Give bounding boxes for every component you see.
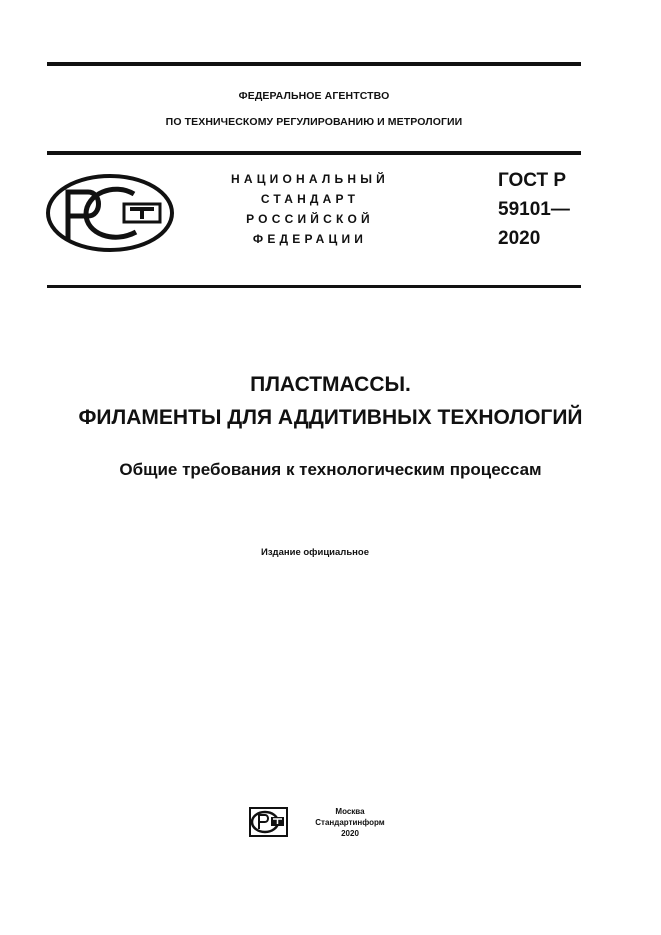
publisher-logo-icon: [249, 807, 288, 837]
designation-line-2: 59101—: [498, 199, 570, 220]
edition-note: Издание официальное: [261, 547, 369, 558]
designation-line-1: ГОСТ Р: [498, 170, 567, 191]
title-line-1: ПЛАСТМАССЫ.: [250, 373, 411, 396]
header-rule: [47, 151, 581, 155]
rst-logo-icon: [44, 172, 176, 254]
designation-rule: [47, 285, 581, 288]
agency-line-1: ФЕДЕРАЛЬНОЕ АГЕНТСТВО: [238, 90, 390, 102]
publisher-city: Москва: [335, 807, 365, 816]
title-line-2: ФИЛАМЕНТЫ ДЛЯ АДДИТИВНЫХ ТЕХНОЛОГИЙ: [78, 406, 583, 429]
subtitle: Общие требования к технологическим процессам: [119, 460, 542, 479]
publisher-name: Стандартинформ: [315, 818, 385, 827]
top-rule: [47, 62, 581, 66]
designation-line-3: 2020: [498, 228, 541, 249]
standard-type-line-1: НАЦИОНАЛЬНЫЙ: [230, 172, 390, 186]
publisher-year: 2020: [341, 829, 359, 838]
standard-type-line-4: ФЕДЕРАЦИИ: [252, 232, 368, 246]
agency-line-2: ПО ТЕХНИЧЕСКОМУ РЕГУЛИРОВАНИЮ И МЕТРОЛОГИИ: [165, 116, 463, 128]
standard-type-line-2: СТАНДАРТ: [260, 192, 360, 206]
standard-type-line-3: РОССИЙСКОЙ: [246, 212, 374, 226]
